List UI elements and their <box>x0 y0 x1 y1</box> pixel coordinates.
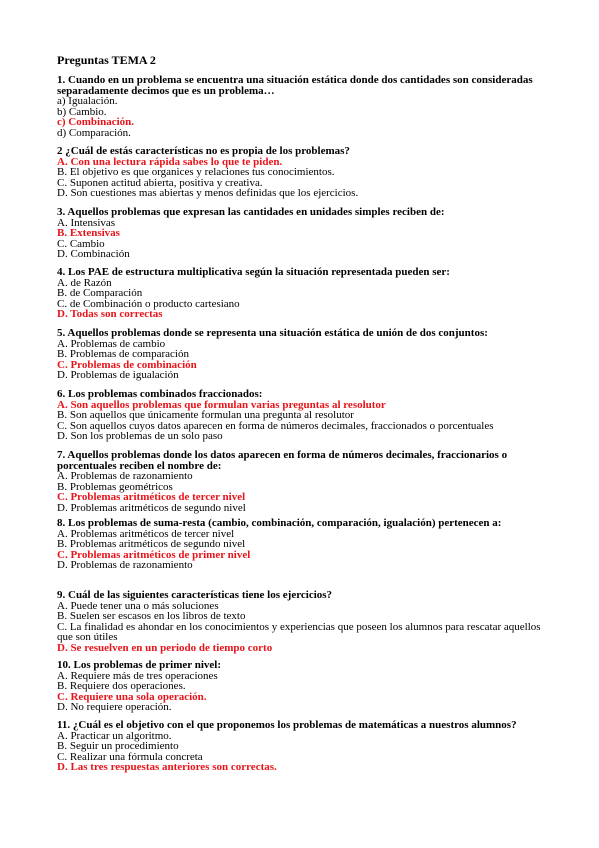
question-10 <box>57 660 547 713</box>
answer-option-correct: C. Requiere una sola operación. <box>57 690 207 703</box>
question-text: 2 ¿Cuál de estás características no es propia de los problemas? <box>57 145 350 157</box>
answer-option: C. La finalidad es ahondar en los conocimientos y experiencias que poseen los alumnos para rescatar aquellos que son útiles <box>57 620 541 643</box>
answer-option: A. Requiere más de tres operaciones <box>57 669 218 682</box>
question-11 <box>57 720 547 773</box>
question-text: 8. Los problemas de suma-resta (cambio, combinación, comparación, igualación) pertenecen a: <box>57 517 502 529</box>
question-text: 7. Aquellos problemas donde los datos aparecen en forma de números decimales, fraccionarios o porcentuales reciben el nombre de: <box>57 449 508 472</box>
answer-option: B. Problemas geométricos <box>57 480 173 493</box>
answer-option: C. de Combinación o producto cartesiano <box>57 297 240 310</box>
answer-option: D. No requiere operación. <box>57 701 172 713</box>
answer-option-correct: c) Combinación. <box>57 116 134 128</box>
answer-option: B. El objetivo es que organices y relaciones tus conocimientos. <box>57 166 335 178</box>
answer-option: D. Son los problemas de un solo paso <box>57 430 223 442</box>
question-9 <box>57 590 547 653</box>
document-title: Preguntas TEMA 2 <box>57 53 156 67</box>
answer-option: C. Suponen actitud abierta, positiva y creativa. <box>57 176 263 189</box>
answer-option-correct: C. Problemas aritméticos de tercer nivel <box>57 491 246 503</box>
answer-option: A. Practicar un algoritmo. <box>57 729 172 742</box>
answer-option-correct: C. Problemas de combinación <box>57 358 197 371</box>
question-6 <box>57 389 547 442</box>
question-text: 9. Cuál de las siguientes características tiene los ejercicios? <box>57 589 333 601</box>
question-text: 10. Los problemas de primer nivel: <box>57 659 221 671</box>
question-text: 6. Los problemas combinados fraccionados: <box>57 388 263 400</box>
answer-option-correct: D. Se resuelven en un periodo de tiempo corto <box>57 641 273 654</box>
answer-option: d) Comparación. <box>57 126 131 139</box>
answer-option-correct: B. Extensivas <box>57 227 120 239</box>
question-text: 3. Aquellos problemas que expresan las cantidades en unidades simples reciben de: <box>57 206 445 218</box>
answer-option-correct: A. Son aquellos problemas que formulan varias preguntas al resolutor <box>57 398 386 411</box>
answer-option: A. Problemas de razonamiento <box>57 470 193 482</box>
answer-option: A. de Razón <box>57 276 112 289</box>
answer-option: D. Problemas de igualación <box>57 369 179 381</box>
question-7 <box>57 450 547 513</box>
question-1 <box>57 75 547 138</box>
answer-option: A. Puede tener una o más soluciones <box>57 599 219 612</box>
answer-option: B. Problemas aritméticos de segundo nivel <box>57 538 246 550</box>
answer-option: b) Cambio. <box>57 105 107 118</box>
question-3 <box>57 207 547 260</box>
answer-option-correct: C. Problemas aritméticos de primer nivel <box>57 548 251 561</box>
question-8 <box>57 518 547 571</box>
answer-option: C. Son aquellos cuyos datos aparecen en forma de números decimales, fraccionados o porcentuales <box>57 419 494 432</box>
answer-option: B. Requiere dos operaciones. <box>57 680 186 692</box>
answer-option-correct: A. Con una lectura rápida sabes lo que te piden. <box>57 155 283 168</box>
question-text: 11. ¿Cuál es el objetivo con el que proponemos los problemas de matemáticas a nuestros alumnos? <box>57 719 517 731</box>
question-2 <box>57 146 547 199</box>
answer-option: B. Son aquellos que únicamente formulan una pregunta al resolutor <box>57 409 354 421</box>
answer-option: B. Seguir un procedimiento <box>57 740 179 752</box>
answer-option: D. Problemas aritméticos de segundo nivel <box>57 501 246 514</box>
question-4 <box>57 267 547 320</box>
question-text: 1. Cuando en un problema se encuentra una situación estática donde dos cantidades son consideradas separadamente decimos que es un problema… <box>57 74 533 97</box>
answer-option: D. Problemas de razonamiento <box>57 559 193 571</box>
answer-option: a) Igualación. <box>57 95 118 107</box>
answer-option: A. Problemas de cambio <box>57 337 166 350</box>
answer-option: D. Combinación <box>57 248 130 260</box>
question-5 <box>57 328 547 381</box>
question-text: 5. Aquellos problemas donde se representa una situación estática de unión de dos conjuntos: <box>57 327 488 339</box>
question-text: 4. Los PAE de estructura multiplicativa según la situación representada pueden ser: <box>57 266 450 278</box>
answer-option: A. Problemas aritméticos de tercer nivel <box>57 527 235 540</box>
answer-option: B. Problemas de comparación <box>57 348 189 360</box>
answer-option-correct: D. Todas son correctas <box>57 308 163 320</box>
answer-option: B. Suelen ser escasos en los libros de texto <box>57 610 246 622</box>
answer-option: D. Son cuestiones mas abiertas y menos definidas que los ejercicios. <box>57 187 359 199</box>
answer-option: C. Cambio <box>57 237 105 250</box>
answer-option-correct: D. Las tres respuestas anteriores son correctas. <box>57 761 277 773</box>
answer-option: B. de Comparación <box>57 287 143 299</box>
answer-option: C. Realizar una fórmula concreta <box>57 750 203 763</box>
answer-option: A. Intensivas <box>57 216 116 229</box>
